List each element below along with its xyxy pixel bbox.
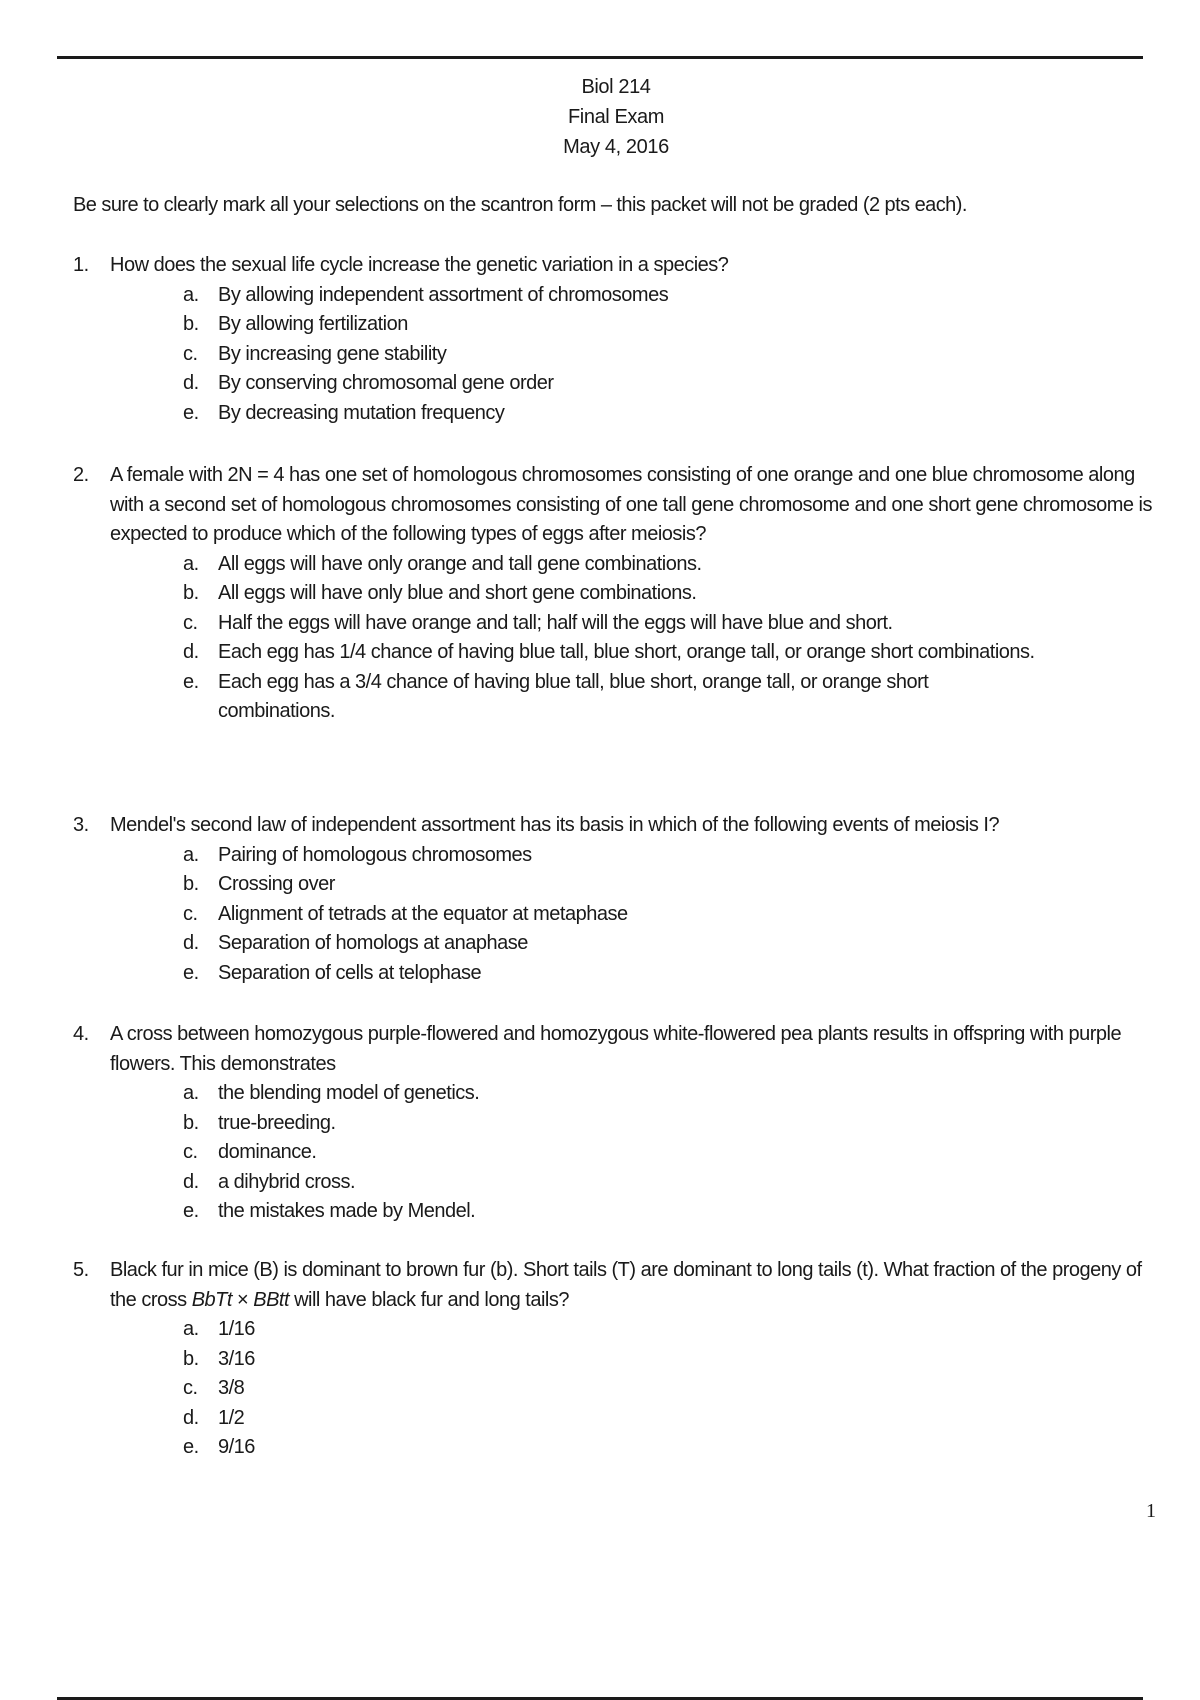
question-text: Mendel's second law of independent assortment has its basis in which of the following events of meiosis I? bbox=[110, 814, 1000, 836]
option-list bbox=[73, 1079, 1163, 1227]
question-2 bbox=[73, 461, 1163, 727]
question-text: A female with 2N = 4 has one set of homologous chromosomes consisting of one orange and one blue chromosome along with a second set of homologous chromosomes consisting of one tall gene chromosome and one short gene chromosome is expected to produce which of the following types of eggs after meiosis? bbox=[110, 464, 1152, 545]
option-c: c. dominance. bbox=[183, 1141, 317, 1163]
option-b: b. 3/16 bbox=[183, 1347, 255, 1370]
option-b: b. Crossing over bbox=[183, 873, 335, 895]
genotype-2: BBtt bbox=[253, 1288, 290, 1311]
option-e: e. 9/16 bbox=[183, 1436, 255, 1458]
option-c: c. Alignment of tetrads at the equator at metaphase bbox=[183, 902, 628, 925]
option-b: b. All eggs will have only blue and short gene combinations. bbox=[183, 582, 697, 604]
option-b: b. true-breeding. bbox=[183, 1111, 336, 1134]
option-c: c. 3/8 bbox=[183, 1377, 245, 1399]
option-d: d. Each egg has 1/4 chance of having blue tall, blue short, orange tall, or orange short combinations. bbox=[183, 641, 1035, 663]
question-1 bbox=[73, 251, 1163, 428]
question-3 bbox=[73, 811, 1163, 988]
question-number: 4. bbox=[73, 1023, 89, 1045]
header-rule bbox=[57, 56, 1143, 59]
option-list bbox=[73, 841, 1163, 989]
question-5 bbox=[73, 1256, 1163, 1463]
question-4 bbox=[73, 1020, 1163, 1227]
option-c: c. Half the eggs will have orange and tall; half will the eggs will have blue and short. bbox=[183, 611, 893, 634]
option-a: a. Pairing of homologous chromosomes bbox=[183, 843, 532, 866]
question-number: 1. bbox=[73, 254, 89, 276]
course-title: Biol 214 bbox=[581, 76, 651, 98]
option-e: e. the mistakes made by Mendel. bbox=[183, 1200, 476, 1222]
exam-header bbox=[0, 72, 1200, 162]
question-text: How does the sexual life cycle increase the genetic variation in a species? bbox=[110, 254, 729, 276]
option-list bbox=[73, 281, 1163, 429]
question-number: 3. bbox=[73, 814, 89, 836]
question-text: Black fur in mice (B) is dominant to brown fur (b). Short tails (T) are dominant to long tails (t). What fraction of the progeny of the cross BbTt × BBtt will have black fur and long tails? bbox=[110, 1259, 1142, 1311]
question-text: A cross between homozygous purple-flowered and homozygous white-flowered pea plants results in offspring with purple flowers. This demonstrates bbox=[110, 1023, 1122, 1075]
option-list bbox=[73, 550, 1163, 727]
option-d: d. By conserving chromosomal gene order bbox=[183, 372, 554, 394]
option-e: e. By decreasing mutation frequency bbox=[183, 401, 505, 424]
genotype-1: BbTt bbox=[191, 1288, 232, 1311]
instructions: Be sure to clearly mark all your selections on the scantron form – this packet will not be graded (2 pts each). bbox=[73, 194, 967, 216]
option-d: d. Separation of homologs at anaphase bbox=[183, 932, 528, 954]
option-c: c. By increasing gene stability bbox=[183, 342, 447, 365]
option-a: a. By allowing independent assortment of chromosomes bbox=[183, 283, 669, 306]
option-b: b. By allowing fertilization bbox=[183, 313, 408, 335]
option-a: a. 1/16 bbox=[183, 1318, 255, 1340]
option-d: d. 1/2 bbox=[183, 1406, 245, 1429]
option-e: e. Separation of cells at telophase bbox=[183, 961, 482, 984]
question-number: 2. bbox=[73, 464, 89, 486]
exam-title: Final Exam bbox=[567, 106, 665, 128]
option-list bbox=[73, 1315, 1163, 1463]
option-a: a. All eggs will have only orange and tall gene combinations. bbox=[183, 552, 702, 575]
question-number: 5. bbox=[73, 1259, 89, 1281]
option-a: a. the blending model of genetics. bbox=[183, 1082, 480, 1104]
option-e: e. Each egg has a 3/4 chance of having blue tall, blue short, orange tall, or orange short combinations. bbox=[183, 670, 929, 722]
page-number: 1 bbox=[1146, 1500, 1156, 1522]
option-d: d. a dihybrid cross. bbox=[183, 1170, 356, 1193]
exam-date: May 4, 2016 bbox=[563, 136, 669, 158]
